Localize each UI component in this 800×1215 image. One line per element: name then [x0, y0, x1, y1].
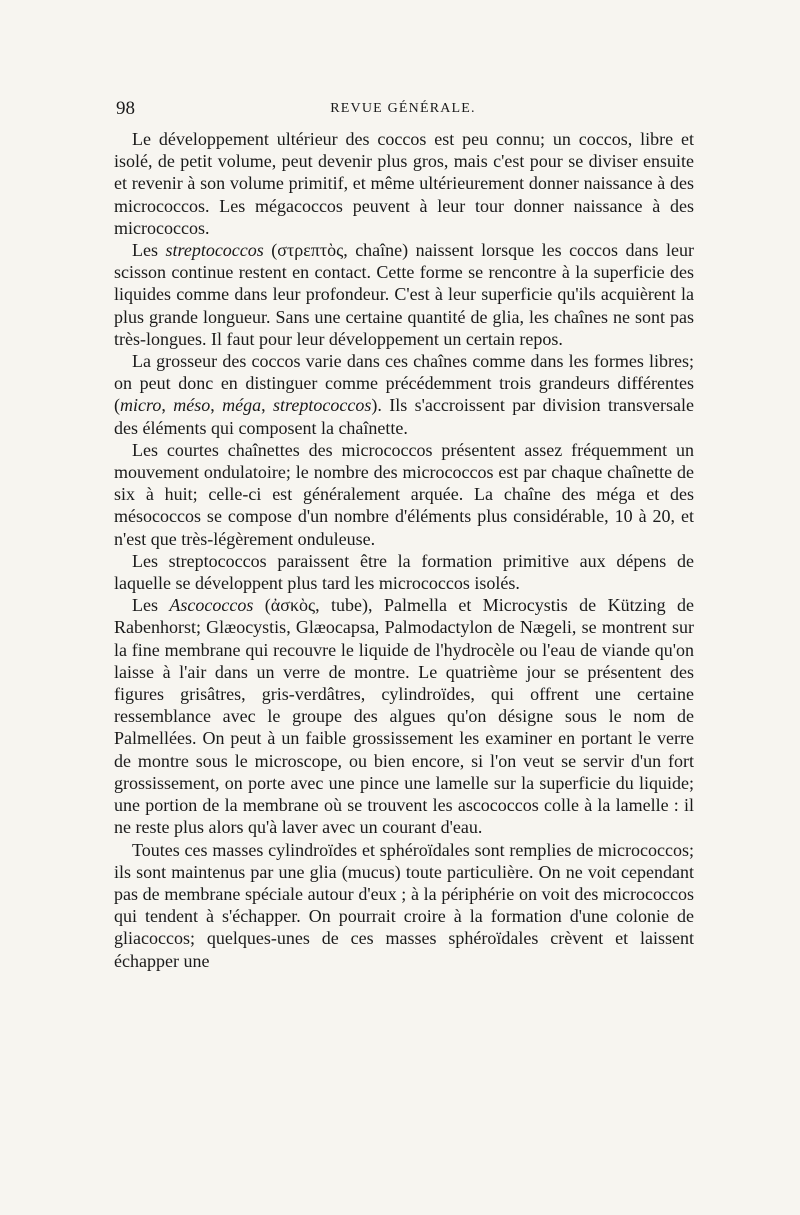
paragraph [114, 350, 694, 439]
page-number: 98 [116, 98, 135, 119]
italic-term: méga [222, 395, 262, 416]
text-run: , [161, 395, 174, 416]
text-run: ). Ils s'accroissent par division transversale des éléments qui composent la chaînette. [114, 395, 695, 438]
paragraph [114, 550, 694, 594]
paragraph [114, 239, 694, 350]
text-run: (ἀσκὸς, tube), Palmella et Microcystis de Kützing de Rabenhorst; Glæocystis, Glæocapsa, Palmodactylon de Nægeli, se montrent sur la fine membrane qui recouvre le liquide de l'hydrocèle ou l'eau de viande qu'on laisse à l'air dans un verre de montre. Le quatrième jour se présentent des figures grisâtres, gris-verdâtres, cylindroïdes, qui offrent une certaine ressemblance avec le groupe des algues qu'on désigne sous le nom de Palmellées. On peut à un faible grossissement les examiner en portant le verre de montre sous le microscope, ou bien encore, si l'on veut se servir d'un fort grossissement, on porte avec une pince une lamelle sur la superficie du liquide; une portion de la membrane où se trouvent les ascococcos colle à la lamelle : il ne reste plus alors qu'à laver avec un courant d'eau. [114, 595, 694, 838]
italic-term: méso [173, 395, 211, 416]
paragraph [114, 128, 694, 239]
page-header [112, 98, 694, 122]
text-run: Les courtes chaînettes des micrococcos présentent assez fréquemment un mouvement ondulatoire; le nombre des micrococcos est par chaque chaînette de six à huit; celle-ci est généralement arquée. La chaîne des méga et des mésococcos se compose d'un nombre d'éléments plus considérable, 10 à 20, et n'est que très-légèrement onduleuse. [114, 439, 694, 549]
italic-term: Ascococcos [169, 595, 254, 616]
text-run: Les [132, 240, 166, 261]
running-title: REVUE GÉNÉRALE. [330, 101, 476, 116]
text-run: La grosseur des coccos varie dans ces chaînes comme dans les formes libres; on peut donc en distinguer comme précédemment trois grandeurs différentes ( [114, 351, 694, 416]
text-run: Le développement ultérieur des coccos est peu connu; un coccos, libre et isolé, de petit volume, peut devenir plus gros, mais c'est pour se diviser ensuite et revenir à son volume primitif, et même ultérieurement donner naissance à des micrococcos. Les mégacoccos peuvent à leur tour donner naissance à des micrococcos. [114, 129, 694, 238]
text-run: (στρεπτὸς, chaîne) naissent lorsque les coccos dans leur scisson continue restent en contact. Cette forme se rencontre à la superficie des liquides comme dans leur profondeur. C'est à leur superficie qu'ils acquièrent la plus grande longueur. Sans une certaine quantité de glia, les chaînes ne sont pas très-longues. Il faut pour leur développement un certain repos. [114, 240, 694, 349]
italic-term: streptococcos [165, 240, 264, 261]
paragraph [114, 839, 694, 972]
text-run: Toutes ces masses cylindroïdes et sphéroïdales sont remplies de micrococcos; ils sont maintenus par une glia (mucus) toute particulière. On ne voit cependant pas de membrane spéciale autour d'eux ; à la périphérie on voit des micrococcos qui tendent à s'échapper. On pourrait croire à la formation d'une colonie de gliacoccos; quelques-unes de ces masses sphéroïdales crèvent et laissent échapper une [114, 839, 694, 971]
paragraph [114, 439, 694, 550]
italic-term: streptococcos [273, 395, 372, 416]
paragraph [114, 594, 694, 838]
text-run: , [261, 395, 274, 416]
italic-term: micro [120, 395, 162, 416]
text-run: Les [132, 595, 170, 616]
text-run: , [210, 395, 223, 416]
body-text [114, 128, 694, 972]
text-run: Les streptococcos paraissent être la formation primitive aux dépens de laquelle se développent plus tard les micrococcos isolés. [114, 550, 694, 594]
